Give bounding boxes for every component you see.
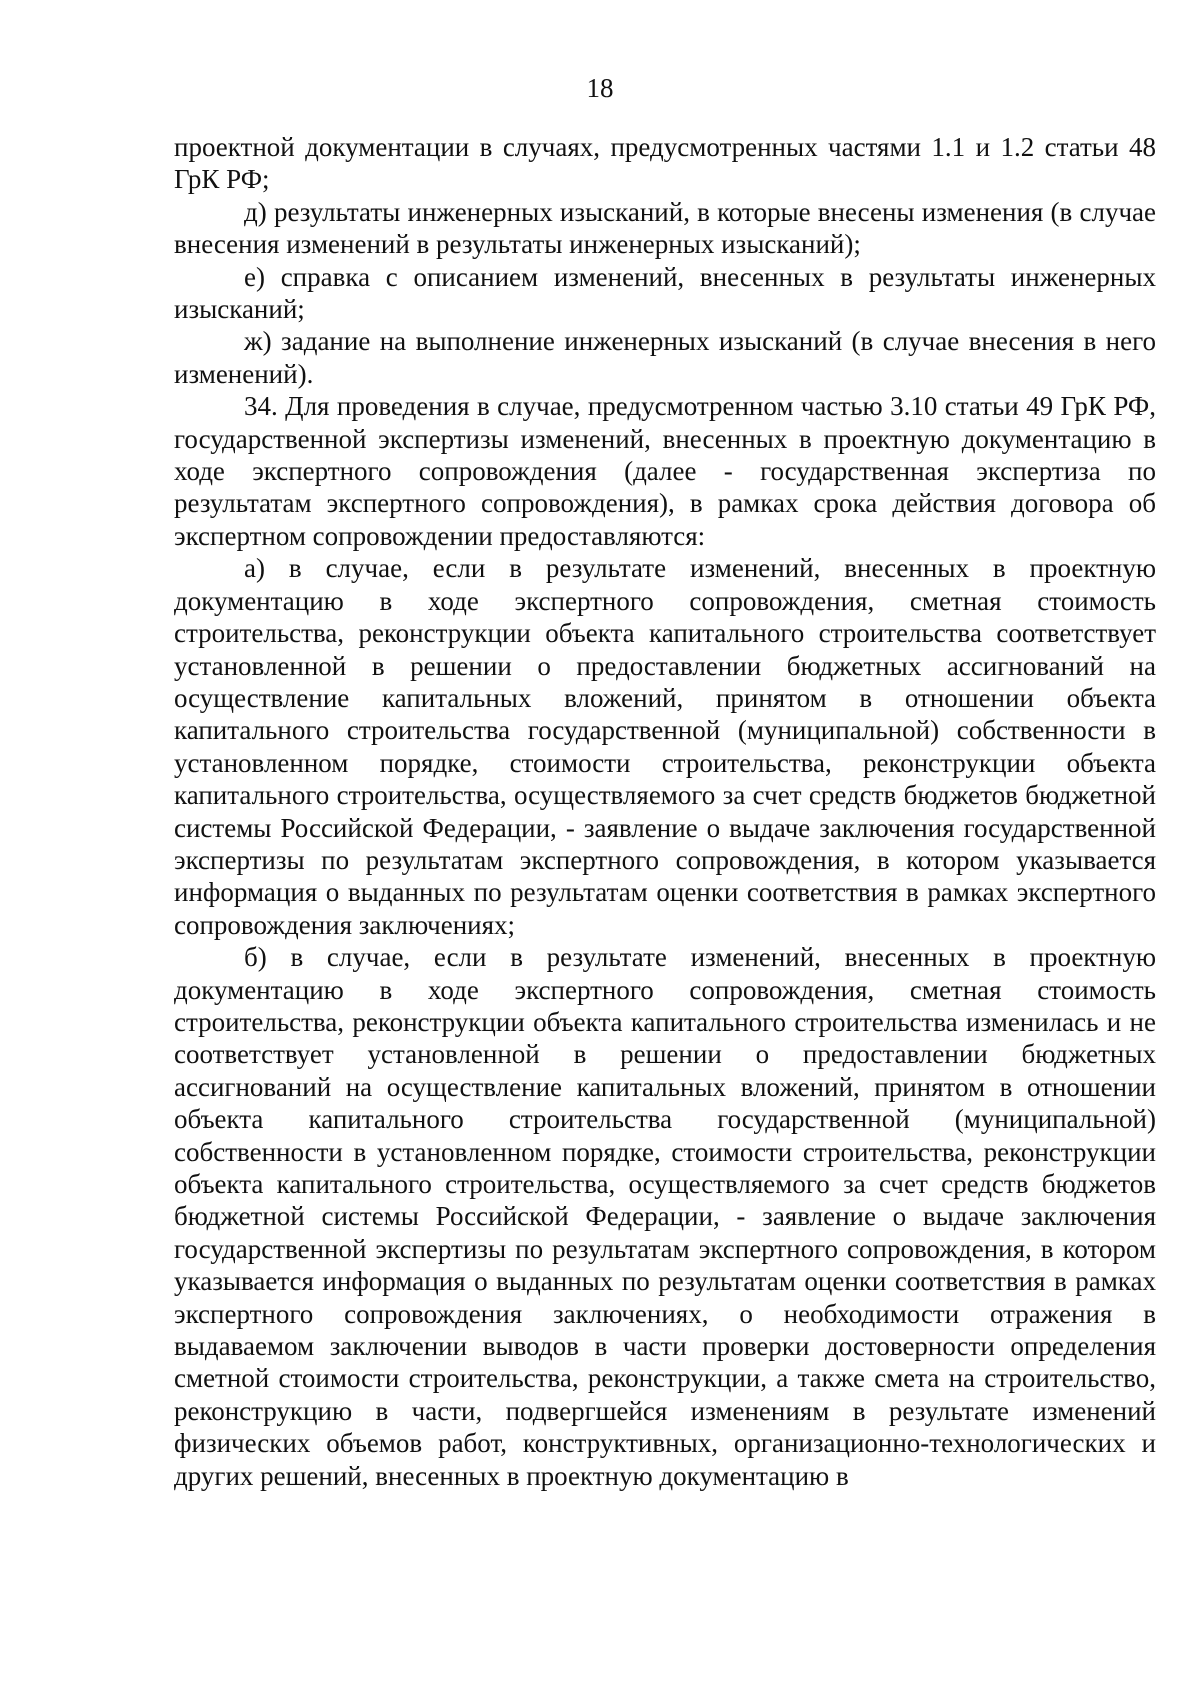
document-body xyxy=(174,131,1156,1492)
page-number: 18 xyxy=(586,73,614,103)
list-item-e: е) справка с описанием изменений, внесенных в результаты инженерных изысканий; xyxy=(174,261,1156,325)
list-item-d: д) результаты инженерных изысканий, в которые внесены изменения (в случае внесения изменений в результаты инженерных изысканий); xyxy=(174,196,1156,260)
list-item-b: б) в случае, если в результате изменений, внесенных в проектную документацию в ходе экспертного сопровождения, сметная стоимость строительства, реконструкции объекта капитального строительства изменилась и не соответствует установленной в решении о предоставлении бюджетных ассигнований на осуществление капитальных вложений, принятом в отношении объекта капитального строительства государственной (муниципальной) собственности в установленном порядке, стоимости строительства, реконструкции объекта капитального строительства, осуществляемого за счет средств бюджетов бюджетной системы Российской Федерации, - заявление о выдаче заключения государственной экспертизы по результатам экспертного сопровождения, в котором указывается информация о выданных по результатам оценки соответствия в рамках экспертного сопровождения заключениях, о необходимости отражения в выдаваемом заключении выводов в части проверки достоверности определения сметной стоимости строительства, реконструкции, а также смета на строительство, реконструкцию в части, подвергшейся изменениям в результате изменений физических объемов работ, конструктивных, организационно-технологических и других решений, внесенных в проектную документацию в xyxy=(174,942,1156,1491)
clause-34: 34. Для проведения в случае, предусмотренном частью 3.10 статьи 49 ГрК РФ, государственной экспертизы изменений, внесенных в проектную документацию в ходе экспертного сопровождения (далее - государственная экспертиза по результатам экспертного сопровождения), в рамках срока действия договора об экспертном сопровождении предоставляются: xyxy=(174,391,1156,551)
list-item-a: а) в случае, если в результате изменений, внесенных в проектную документацию в ходе экспертного сопровождения, сметная стоимость строительства, реконструкции объекта капитального строительства соответствует установленной в решении о предоставлении бюджетных ассигнований на осуществление капитальных вложений, принятом в отношении объекта капитального строительства государственной (муниципальной) собственности в установленном порядке, стоимости строительства, реконструкции объекта капитального строительства, осуществляемого за счет средств бюджетов бюджетной системы Российской Федерации, - заявление о выдаче заключения государственной экспертизы по результатам экспертного сопровождения, в котором указывается информация о выданных по результатам оценки соответствия в рамках экспертного сопровождения заключениях; xyxy=(174,553,1156,940)
paragraph-continuation: проектной документации в случаях, предусмотренных частями 1.1 и 1.2 статьи 48 ГрК РФ; xyxy=(174,132,1156,195)
list-item-zh: ж) задание на выполнение инженерных изысканий (в случае внесения в него изменений). xyxy=(174,326,1156,389)
